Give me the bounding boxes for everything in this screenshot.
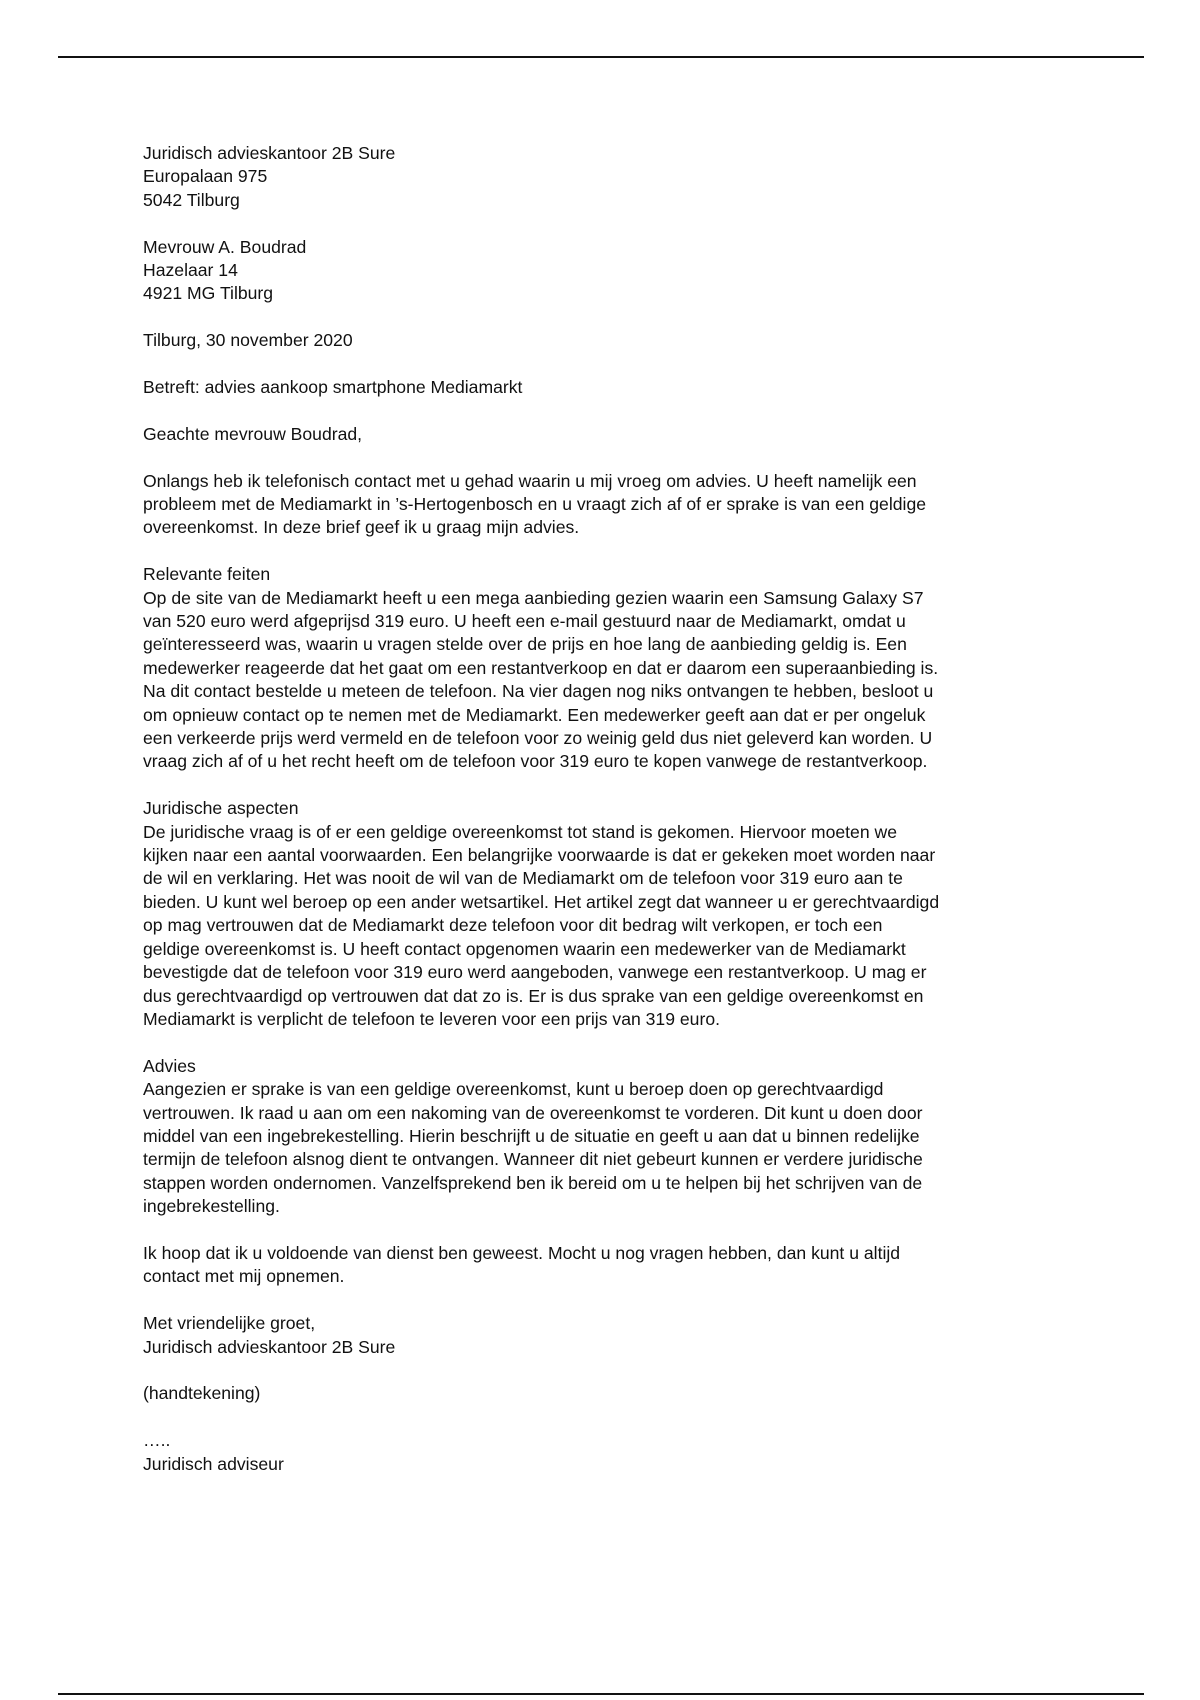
closing-paragraph-line: Ik hoop dat ik u voldoende van dienst ben geweest. Mocht u nog vragen hebben, dan kunt u altijd <box>143 1242 901 1263</box>
section-line: stappen worden ondernomen. Vanzelfsprekend ben ik bereid om u te helpen bij het schrijven van de <box>143 1172 923 1193</box>
section-line: Aangezien er sprake is van een geldige overeenkomst, kunt u beroep doen op gerechtvaardigd <box>143 1079 884 1100</box>
subject-line: Betreft: advies aankoop smartphone Mediamarkt <box>143 377 523 398</box>
top-rule <box>58 56 1144 58</box>
letter-subject <box>143 376 1063 399</box>
sender-city: 5042 Tilburg <box>143 189 240 210</box>
signer-name: ….. <box>143 1430 171 1451</box>
section-line: Na dit contact bestelde u meteen de telefoon. Na vier dagen nog niks ontvangen te hebben, besloot u <box>143 681 934 702</box>
bottom-rule <box>58 1693 1144 1695</box>
recipient-city: 4921 MG Tilburg <box>143 283 274 304</box>
section-line: bieden. U kunt wel beroep op een ander wetsartikel. Het artikel zegt dat wanneer u er gerechtvaardigd <box>143 891 940 912</box>
section-line: om opnieuw contact op te nemen met de Mediamarkt. Een medewerker geeft aan dat er per ongeluk <box>143 704 926 725</box>
intro-line: Onlangs heb ik telefonisch contact met u gehad waarin u mij vroeg om advies. U heeft namelijk een <box>143 470 917 491</box>
section-line: bevestigde dat de telefoon voor 319 euro werd aangeboden, vanwege een restantverkoop. U mag er <box>143 962 927 983</box>
section-line: Op de site van de Mediamarkt heeft u een mega aanbieding gezien waarin een Samsung Galaxy S7 <box>143 587 924 608</box>
closing-greeting: Met vriendelijke groet, <box>143 1313 316 1334</box>
section-heading: Relevante feiten <box>143 564 271 585</box>
section-line: Mediamarkt is verplicht de telefoon te leveren voor een prijs van 319 euro. <box>143 1008 720 1029</box>
section-line: geldige overeenkomst is. U heeft contact opgenomen waarin een medewerker van de Mediamarkt <box>143 938 906 959</box>
section-line: ingebrekestelling. <box>143 1196 280 1217</box>
signature-placeholder: (handtekening) <box>143 1383 261 1404</box>
closing-paragraph <box>143 1242 1063 1289</box>
section-line: van 520 euro werd afgeprijsd 319 euro. U heeft een e-mail gestuurd naar de Mediamarkt, omdat u <box>143 611 906 632</box>
section-juridische-aspecten <box>143 797 1063 1031</box>
letter-body <box>143 142 1063 1476</box>
date-line: Tilburg, 30 november 2020 <box>143 330 353 351</box>
recipient-address <box>143 236 1063 306</box>
letter-date <box>143 329 1063 352</box>
recipient-street: Hazelaar 14 <box>143 260 238 281</box>
recipient-name: Mevrouw A. Boudrad <box>143 236 307 257</box>
sender-address <box>143 142 1063 212</box>
signer-title: Juridisch adviseur <box>143 1453 284 1474</box>
section-line: middel van een ingebrekestelling. Hierin beschrijft u de situatie en geeft u aan dat u binnen redelijke <box>143 1125 920 1146</box>
section-relevante-feiten <box>143 563 1063 774</box>
section-heading: Juridische aspecten <box>143 798 299 819</box>
section-heading: Advies <box>143 1055 196 1076</box>
intro-line: overeenkomst. In deze brief geef ik u graag mijn advies. <box>143 517 580 538</box>
section-line: een verkeerde prijs werd vermeld en de telefoon voor zo weinig geld dus niet geleverd kan worden. U <box>143 728 933 749</box>
section-line: kijken naar een aantal voorwaarden. Een belangrijke voorwaarde is dat er gekeken moet worden naar <box>143 845 936 866</box>
section-line: De juridische vraag is of er een geldige overeenkomst tot stand is gekomen. Hiervoor moeten we <box>143 821 897 842</box>
section-line: vraag zich af of u het recht heeft om de telefoon voor 319 euro te kopen vanwege de restantverkoop. <box>143 751 928 772</box>
intro-line: probleem met de Mediamarkt in ’s-Hertogenbosch en u vraagt zich af of er sprake is van een geldige <box>143 494 927 515</box>
letter-closing <box>143 1312 1063 1359</box>
signature-block <box>143 1382 1063 1405</box>
sender-street: Europalaan 975 <box>143 166 268 187</box>
intro-paragraph <box>143 470 1063 540</box>
section-line: termijn de telefoon alsnog dient te ontvangen. Wanneer dit niet gebeurt kunnen er verdere juridische <box>143 1149 923 1170</box>
closing-paragraph-line: contact met mij opnemen. <box>143 1266 345 1287</box>
section-line: geïnteresseerd was, waarin u vragen stelde over de prijs en hoe lang de aanbieding geldig is. Een <box>143 634 907 655</box>
letter-salutation <box>143 423 1063 446</box>
signer-block <box>143 1429 1063 1476</box>
sender-name: Juridisch advieskantoor 2B Sure <box>143 143 396 163</box>
section-line: vertrouwen. Ik raad u aan om een nakoming van de overeenkomst te vorderen. Dit kunt u doen door <box>143 1102 923 1123</box>
section-line: op mag vertrouwen dat de Mediamarkt deze telefoon voor dit bedrag wilt verkopen, er toch een <box>143 915 883 936</box>
section-line: de wil en verklaring. Het was nooit de wil van de Mediamarkt om de telefoon voor 319 euro aan te <box>143 868 903 889</box>
section-line: dus gerechtvaardigd op vertrouwen dat dat zo is. Er is dus sprake van een geldige overeenkomst en <box>143 985 924 1006</box>
section-line: medewerker reageerde dat het gaat om een restantverkoop en dat er daarom een superaanbieding is. <box>143 657 939 678</box>
salutation-line: Geachte mevrouw Boudrad, <box>143 423 363 444</box>
closing-organization: Juridisch advieskantoor 2B Sure <box>143 1336 396 1357</box>
section-advies <box>143 1055 1063 1219</box>
